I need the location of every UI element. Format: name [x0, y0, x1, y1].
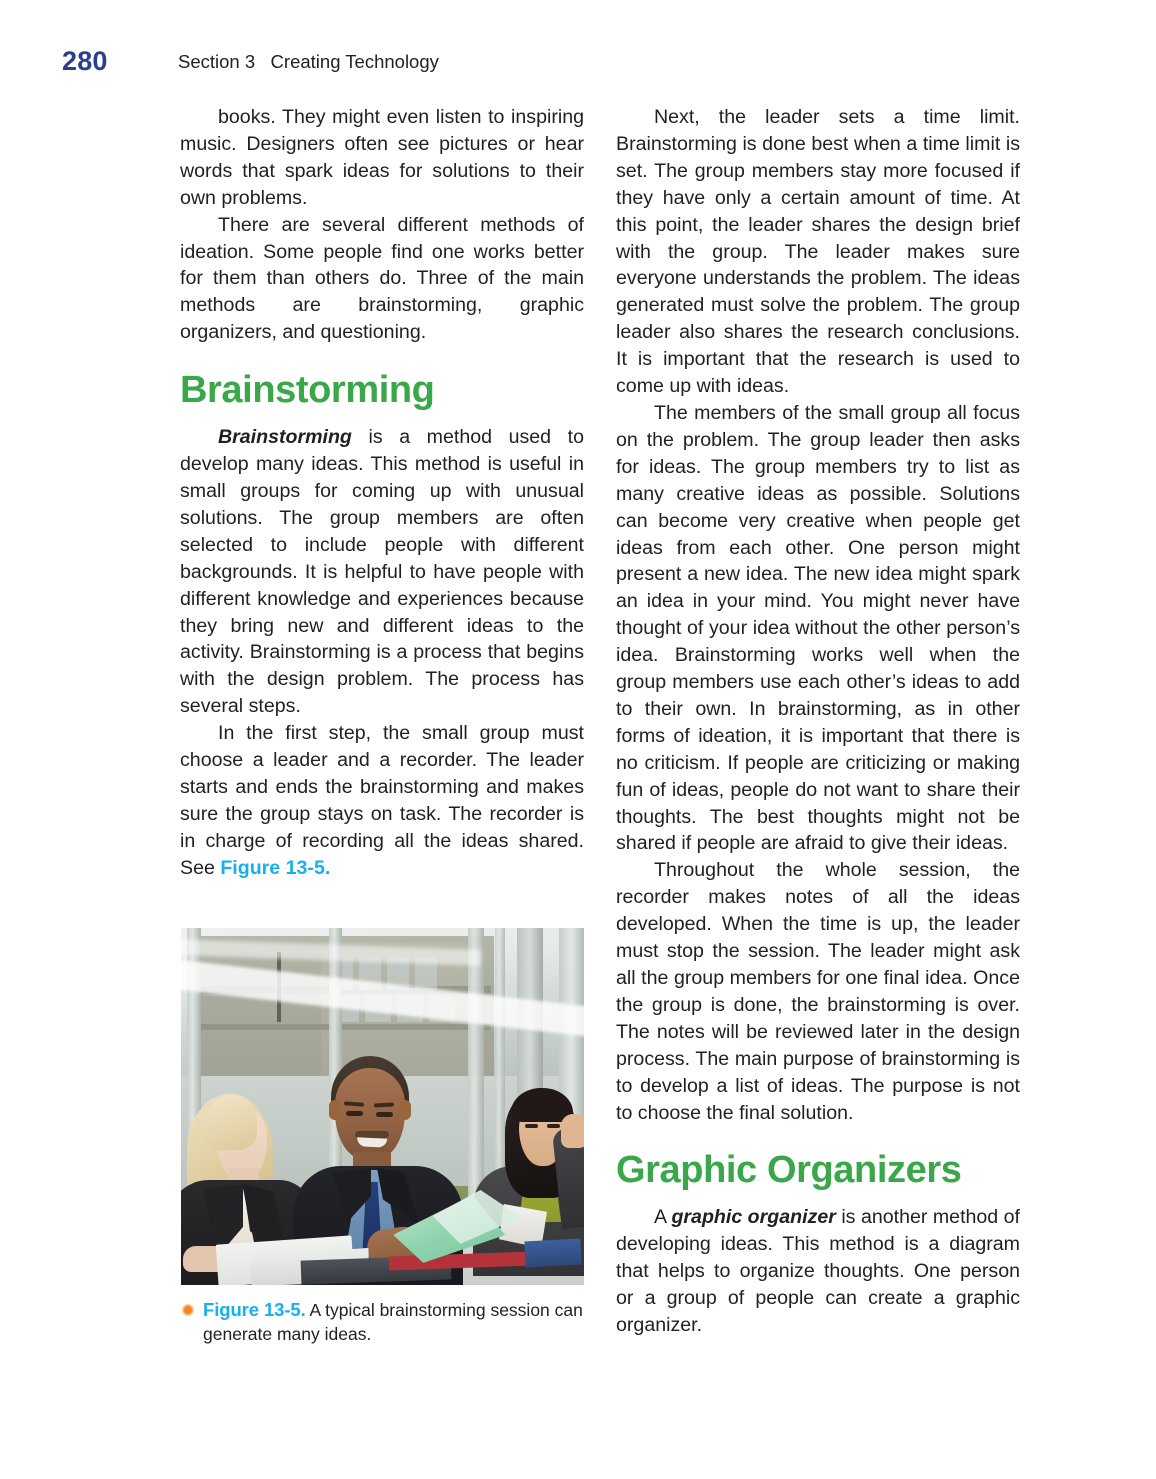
figure-13-5 [181, 928, 584, 1346]
photo-woman-right-eye [525, 1124, 538, 1128]
figure-caption-label: Figure 13-5. [203, 1299, 306, 1320]
photo-woman-right-hand [561, 1114, 584, 1148]
paragraph-first-step [180, 720, 584, 881]
paragraph-time-limit: Next, the leader sets a time limit. Brainstorming is done best when a time limit is set. The group members stay more focused if they have only a certain amount of time. At this point, the leader shares the design brief with the group. The leader makes sure everyone understands the problem. The ideas generated must solve the problem. The group leader also shares the research conclusions. It is important that the research is used to come up with ideas. [616, 106, 1020, 398]
paragraph-graphic-organizer-text: is another method of developing ideas. This method is a diagram that helps to organize thoughts. One person or a group of people can create a graphic organizer. [616, 1206, 1021, 1337]
photo-document-blue-folder [524, 1239, 581, 1268]
paragraph-recorder-notes: Throughout the whole session, the recorder makes notes of all the ideas developed. When the time is up, the leader must stop the session. The leader might ask all the group members for one final idea. Once the group is done, the brainstorming is over. The notes will be reviewed later in the design process. The main purpose of brainstorming is to develop a list of ideas. The purpose is not to choose the final solution. [616, 859, 1020, 1124]
left-column [180, 104, 584, 882]
photo-man-eye [346, 1111, 363, 1116]
term-brainstorming: Brainstorming [218, 426, 352, 449]
brainstorming-session-photo [181, 928, 584, 1285]
section-label: Section 3 Creating Technology [178, 51, 439, 72]
heading-spacer-above [180, 346, 584, 368]
photo-man-eye [376, 1112, 393, 1117]
paragraph-graphic-organizer-definition [616, 1204, 1020, 1339]
paragraph-group-members-focus: The members of the small group all focus on the problem. The group leader then asks for ideas. The group members try to list as many creative ideas as possible. Solutions can become very creative when people get ideas from each other. One person might present a new idea. The new idea might spark an idea in your mind. You might never have thought of your idea without the other person’s idea. Brainstorming works well when the group members use each other’s ideas to add to their own. In brainstorming, as in other forms of ideation, it is important that there is no criticism. If people are criticizing or making fun of ideas, people do not want to share their thoughts. The best thoughts might not be shared if people are afraid to give their ideas. [616, 401, 1020, 855]
figure-caption [181, 1298, 584, 1346]
heading-spacer-below [180, 412, 584, 424]
orange-dot-icon [182, 1304, 194, 1316]
photo-man-ear [329, 1100, 341, 1120]
paragraph-brainstorming-definition [180, 424, 584, 720]
photo-woman-left-hair-front [205, 1094, 257, 1150]
photo-building-band [201, 1024, 491, 1030]
heading-brainstorming: Brainstorming [180, 369, 435, 412]
paragraph-ideation-methods: There are several different methods of ideation. Some people find one works better for them than others do. Three of the main methods are brainstorming, graphic organizers, and questioning. [180, 213, 584, 344]
paragraph-books-music: books. They might even listen to inspiring music. Designers often see pictures or hear words that spark ideas for solutions to their own problems. [180, 106, 584, 209]
heading-spacer-above-2 [616, 1126, 1020, 1148]
figure-caption-text: A typical brainstorming session can generate many ideas. [203, 1300, 583, 1344]
running-head [0, 44, 1156, 84]
paragraph-graphic-organizer-lead: A [654, 1206, 672, 1229]
page-number: 280 [62, 46, 108, 76]
heading-spacer-below-2 [616, 1192, 1020, 1204]
photo-man-ear [399, 1100, 411, 1120]
paragraph-first-step-text: In the first step, the small group must choose a leader and a recorder. The leader starts and ends the brainstorming and makes sure the group stays on task. The recorder is in charge of recording all the ideas shared. See [180, 722, 584, 879]
heading-graphic-organizers: Graphic Organizers [616, 1149, 962, 1192]
photo-woman-right-eye [547, 1124, 560, 1128]
right-column [616, 104, 1020, 1339]
term-graphic-organizer: graphic organizer [671, 1206, 836, 1229]
figure-reference-link[interactable]: Figure 13-5. [220, 856, 331, 879]
paragraph-brainstorming-definition-text: is a method used to develop many ideas. This method is useful in small groups for coming up with unusual solutions. The group members are often selected to include people with different backgrounds. It is helpful to have people with different knowledge and experiences because they bring new and different ideas to the activity. Brainstorming is a process that begins with the design problem. The process has several steps. [180, 426, 584, 718]
